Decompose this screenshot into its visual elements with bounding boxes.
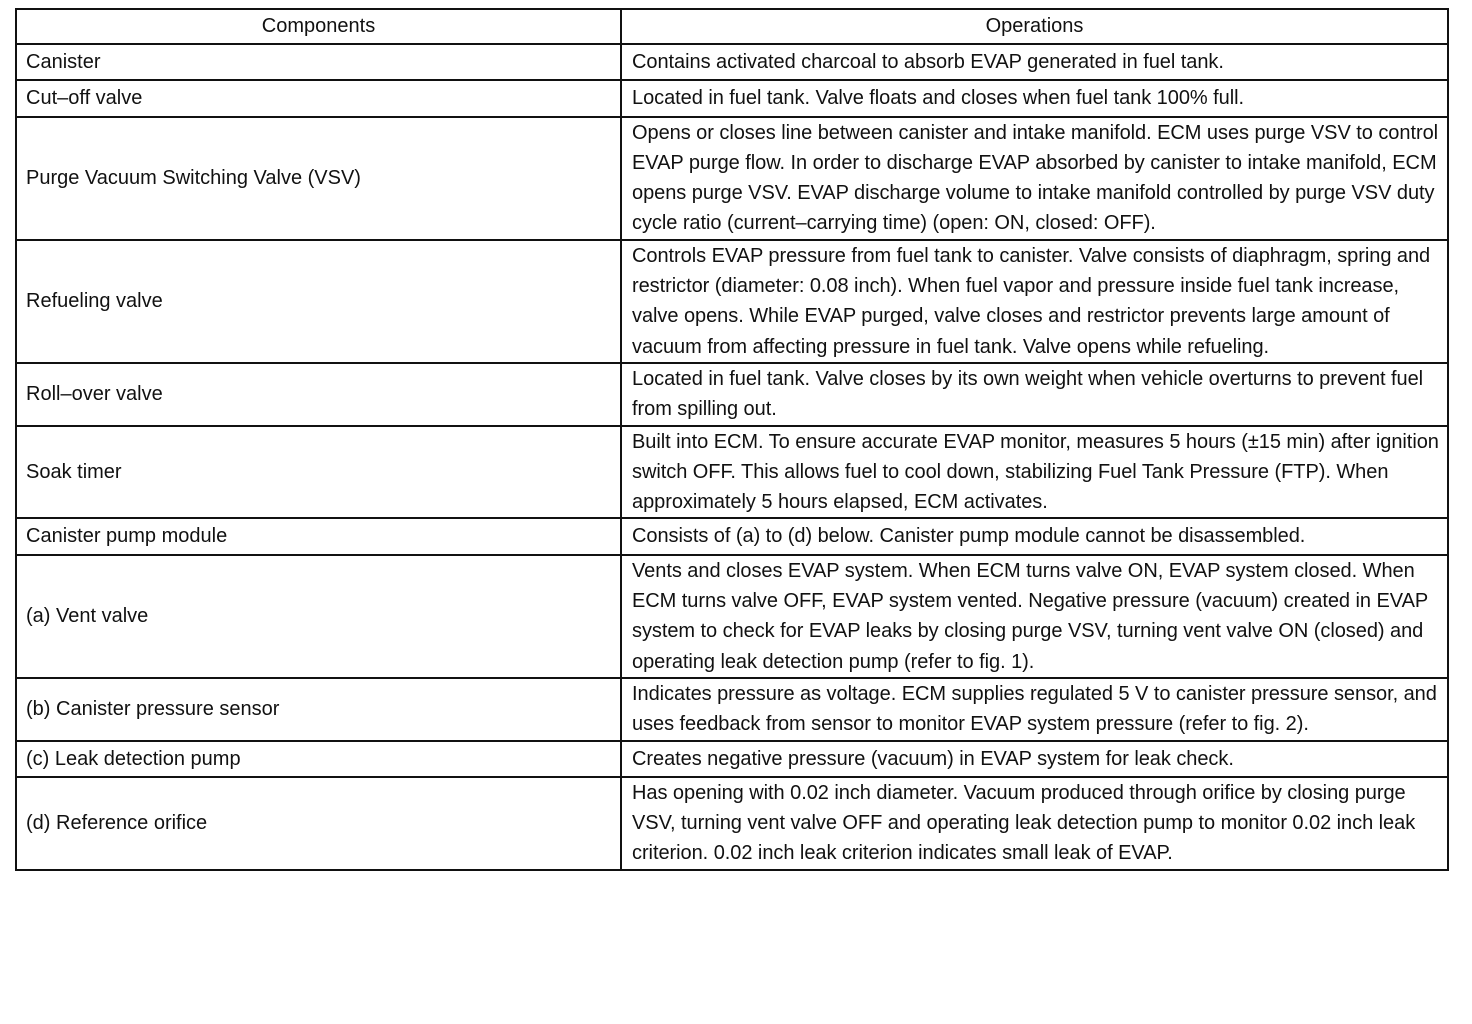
component-cell: Refueling valve [16, 240, 621, 363]
table-row [16, 44, 1448, 80]
component-cell: (c) Leak detection pump [16, 741, 621, 777]
table-body [16, 44, 1448, 870]
operation-cell: Has opening with 0.02 inch diameter. Vacuum produced through orifice by closing purge VSV, turning vent valve OFF and operating leak detection pump to monitor 0.02 inch leak criterion. 0.02 inch leak criterion indicates small leak of EVAP. [621, 777, 1448, 870]
table-row [16, 555, 1448, 678]
operation-cell: Built into ECM. To ensure accurate EVAP monitor, measures 5 hours (±15 min) after ignition switch OFF. This allows fuel to cool down, stabilizing Fuel Tank Pressure (FTP). When approximately 5 hours elapsed, ECM activates. [621, 426, 1448, 519]
operation-cell: Opens or closes line between canister and intake manifold. ECM uses purge VSV to control EVAP purge flow. In order to discharge EVAP absorbed by canister to intake manifold, ECM opens purge VSV. EVAP discharge volume to intake manifold controlled by purge VSV duty cycle ratio (current–carrying time) (open: ON, closed: OFF). [621, 117, 1448, 240]
operation-cell: Controls EVAP pressure from fuel tank to canister. Valve consists of diaphragm, spring and restrictor (diameter: 0.08 inch). When fuel vapor and pressure inside fuel tank increase, valve opens. While EVAP purged, valve closes and restrictor prevents large amount of vacuum from affecting pressure in fuel tank. Valve opens while refueling. [621, 240, 1448, 363]
table-row [16, 117, 1448, 240]
header-operations: Operations [621, 9, 1448, 44]
operation-cell: Located in fuel tank. Valve floats and closes when fuel tank 100% full. [621, 80, 1448, 116]
component-cell: Cut–off valve [16, 80, 621, 116]
component-cell: (a) Vent valve [16, 555, 621, 678]
component-cell: Canister [16, 44, 621, 80]
header-row [16, 9, 1448, 44]
header-components: Components [16, 9, 621, 44]
component-cell: Purge Vacuum Switching Valve (VSV) [16, 117, 621, 240]
operation-cell: Vents and closes EVAP system. When ECM turns valve ON, EVAP system closed. When ECM turns valve OFF, EVAP system vented. Negative pressure (vacuum) created in EVAP system to check for EVAP leaks by closing purge VSV, turning vent valve ON (closed) and operating leak detection pump (refer to fig. 1). [621, 555, 1448, 678]
table-row [16, 678, 1448, 741]
operation-cell: Contains activated charcoal to absorb EVAP generated in fuel tank. [621, 44, 1448, 80]
operation-cell: Indicates pressure as voltage. ECM supplies regulated 5 V to canister pressure sensor, and uses feedback from sensor to monitor EVAP system pressure (refer to fig. 2). [621, 678, 1448, 741]
table-row [16, 777, 1448, 870]
component-cell: Canister pump module [16, 518, 621, 554]
table-row [16, 741, 1448, 777]
table-row [16, 80, 1448, 116]
operation-cell: Located in fuel tank. Valve closes by its own weight when vehicle overturns to prevent fuel from spilling out. [621, 363, 1448, 426]
table-row [16, 426, 1448, 519]
table-header [16, 9, 1448, 44]
component-cell: (d) Reference orifice [16, 777, 621, 870]
operation-cell: Consists of (a) to (d) below. Canister pump module cannot be disassembled. [621, 518, 1448, 554]
table-row [16, 363, 1448, 426]
component-cell: Soak timer [16, 426, 621, 519]
component-cell: (b) Canister pressure sensor [16, 678, 621, 741]
operation-cell: Creates negative pressure (vacuum) in EVAP system for leak check. [621, 741, 1448, 777]
component-cell: Roll–over valve [16, 363, 621, 426]
table-row [16, 240, 1448, 363]
components-operations-table [15, 8, 1449, 871]
table-row [16, 518, 1448, 554]
